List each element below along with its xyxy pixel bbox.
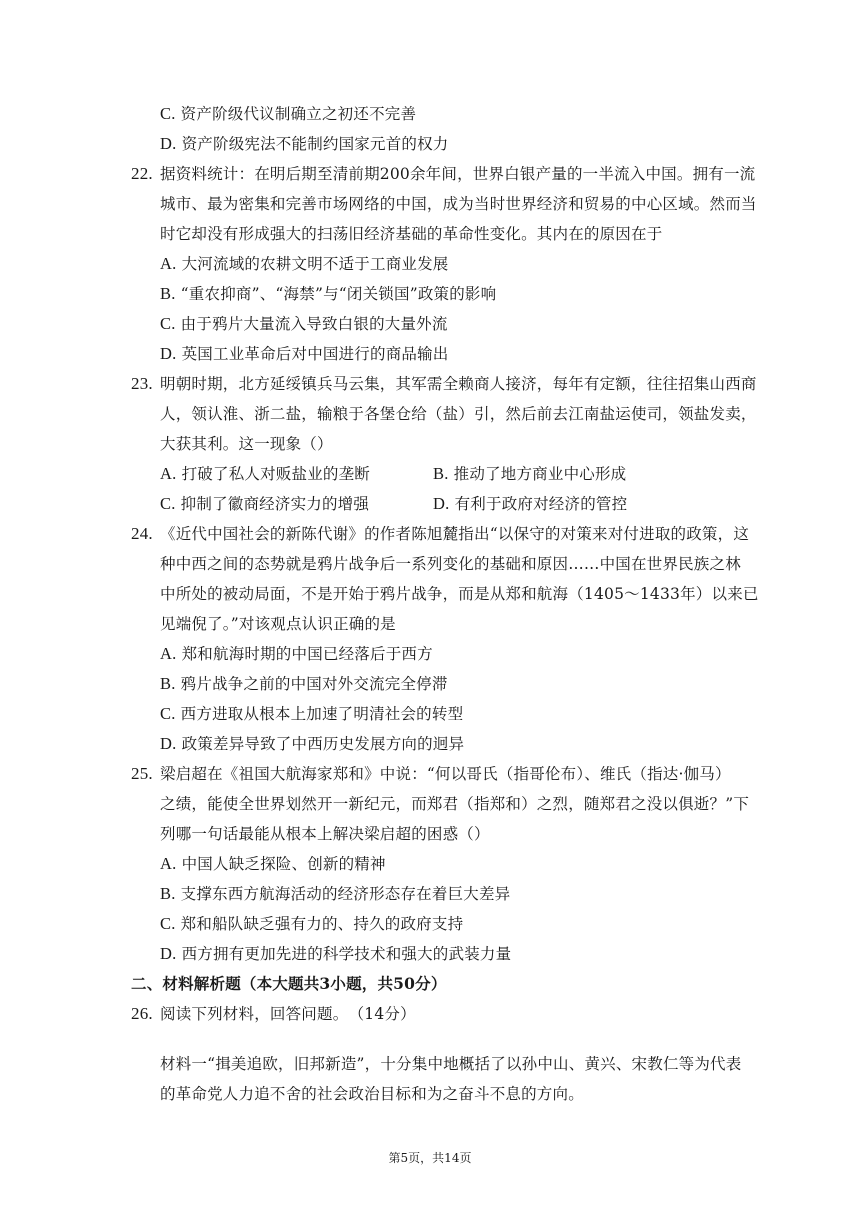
option-letter: B. xyxy=(160,674,176,693)
q23-option-b xyxy=(433,464,626,484)
question-23-stem-line: 明朝时期，北方延绥镇兵马云集，其军需全赖商人接济，每年有定额，往往招集山西商 xyxy=(160,375,757,393)
question-24-stem-line: 中所处的被动局面，不是开始于鸦片战争，而是从郑和航海（1405～1433年）以来已 xyxy=(160,585,759,603)
option-text: 由于鸦片大量流入导致白银的大量外流 xyxy=(180,315,448,333)
question-25-stem-line: 列哪一句话最能从根本上解决梁启超的困惑（） xyxy=(160,825,490,843)
option-text: 郑和航海时期的中国已经落后于西方 xyxy=(181,645,433,663)
option-letter: D. xyxy=(160,734,177,753)
question-22-stem-line: 据资料统计：在明后期至清前期200余年间，世界白银产量的一半流入中国。拥有一流 xyxy=(160,165,756,183)
option-text: 西方拥有更加先进的科学技术和强大的武装力量 xyxy=(181,945,512,963)
q24-option-c xyxy=(160,704,463,724)
option-text: 鸦片战争之前的中国对外交流完全停滞 xyxy=(180,675,448,693)
q21-option-d xyxy=(160,134,449,154)
option-letter: C. xyxy=(160,104,176,123)
q23-option-d xyxy=(433,494,627,514)
option-letter: A. xyxy=(160,854,177,873)
q23-option-a xyxy=(160,464,370,484)
option-text: 打破了私人对贩盐业的垄断 xyxy=(181,465,370,483)
material-line: 的革命党人力追不舍的社会政治目标和为之奋斗不息的方向。 xyxy=(160,1085,584,1103)
option-text: 资产阶级宪法不能制约国家元首的权力 xyxy=(181,135,449,153)
question-25-stem-line: 之绩，能使全世界划然开一新纪元，而郑君（指郑和）之烈，随郑君之没以俱逝？”下 xyxy=(160,795,750,813)
option-text: 推动了地方商业中心形成 xyxy=(453,465,627,483)
option-letter: D. xyxy=(433,494,450,513)
option-letter: B. xyxy=(160,284,176,303)
question-23-stem-line: 大获其利。这一现象（） xyxy=(160,435,333,453)
option-letter: C. xyxy=(160,914,176,933)
option-text: 郑和船队缺乏强有力的、持久的政府支持 xyxy=(180,915,464,933)
option-text: 大河流域的农耕文明不适于工商业发展 xyxy=(181,255,449,273)
page-footer: 第5页，共14页 xyxy=(388,1151,472,1165)
option-letter: C. xyxy=(160,704,176,723)
option-letter: B. xyxy=(160,884,176,903)
q22-option-b xyxy=(160,284,496,304)
q25-option-d xyxy=(160,944,511,964)
q23-option-c xyxy=(160,494,369,514)
option-letter: B. xyxy=(433,464,449,483)
question-24-stem-line: 《近代中国社会的新陈代谢》的作者陈旭麓指出“以保守的对策来对付进取的政策，这 xyxy=(160,525,750,543)
q21-option-c xyxy=(160,104,416,124)
q22-option-c xyxy=(160,314,448,334)
q25-option-b xyxy=(160,884,510,904)
material-line: 材料一“揖美追欧，旧邦新造”，十分集中地概括了以孙中山、黄兴、宋教仁等为代表 xyxy=(160,1055,742,1073)
q22-option-d xyxy=(160,344,449,364)
question-22-stem-line: 城市、最为密集和完善市场网络的中国，成为当时世界经济和贸易的中心区域。然而当 xyxy=(160,195,757,213)
q25-option-c xyxy=(160,914,463,934)
question-number-26: 26. xyxy=(131,1004,153,1023)
question-number-22: 22. xyxy=(131,164,153,183)
q25-option-a xyxy=(160,854,386,874)
option-letter: A. xyxy=(160,644,177,663)
option-text: 政策差异导致了中西历史发展方向的迥异 xyxy=(181,735,465,753)
question-22-stem-line: 时它却没有形成强大的扫荡旧经济基础的革命性变化。其内在的原因在于 xyxy=(160,225,663,243)
option-text: 英国工业革命后对中国进行的商品输出 xyxy=(181,345,449,363)
question-24-stem-line: 见端倪了。”对该观点认识正确的是 xyxy=(160,615,396,633)
option-text: 资产阶级代议制确立之初还不完善 xyxy=(180,105,417,123)
option-letter: D. xyxy=(160,944,177,963)
option-text: 支撑东西方航海活动的经济形态存在着巨大差异 xyxy=(180,885,511,903)
question-number-24: 24. xyxy=(131,524,153,543)
option-text: “重农抑商”、“海禁”与“闭关锁国”政策的影响 xyxy=(180,285,497,303)
q24-option-a xyxy=(160,644,433,664)
option-letter: D. xyxy=(160,134,177,153)
q24-option-d xyxy=(160,734,464,754)
option-text: 中国人缺乏探险、创新的精神 xyxy=(181,855,386,873)
question-number-25: 25. xyxy=(131,764,153,783)
question-24-stem-line: 种中西之间的态势就是鸦片战争后一系列变化的基础和原因……中国在世界民族之林 xyxy=(160,555,741,573)
q24-option-b xyxy=(160,674,448,694)
option-text: 抑制了徽商经济实力的增强 xyxy=(180,495,370,513)
option-letter: C. xyxy=(160,314,176,333)
q22-option-a xyxy=(160,254,449,274)
option-letter: A. xyxy=(160,464,177,483)
question-23-stem-line: 人，领认淮、浙二盐，输粮于各堡仓给（盐）引，然后前去江南盐运使司，领盐发卖， xyxy=(160,405,757,423)
option-text: 西方进取从根本上加速了明清社会的转型 xyxy=(180,705,464,723)
option-letter: D. xyxy=(160,344,177,363)
question-26-stem: 阅读下列材料，回答问题。 （14分） xyxy=(160,1005,416,1023)
option-letter: C. xyxy=(160,494,176,513)
section-heading: 二、材料解析题（本大题共3小题，共50分） xyxy=(131,974,447,993)
question-number-23: 23. xyxy=(131,374,153,393)
option-text: 有利于政府对经济的管控 xyxy=(454,495,628,513)
question-25-stem-line: 梁启超在《祖国大航海家郑和》中说：“何以哥氏（指哥伦布）、维氏（指达·伽马） xyxy=(160,765,731,783)
option-letter: A. xyxy=(160,254,177,273)
